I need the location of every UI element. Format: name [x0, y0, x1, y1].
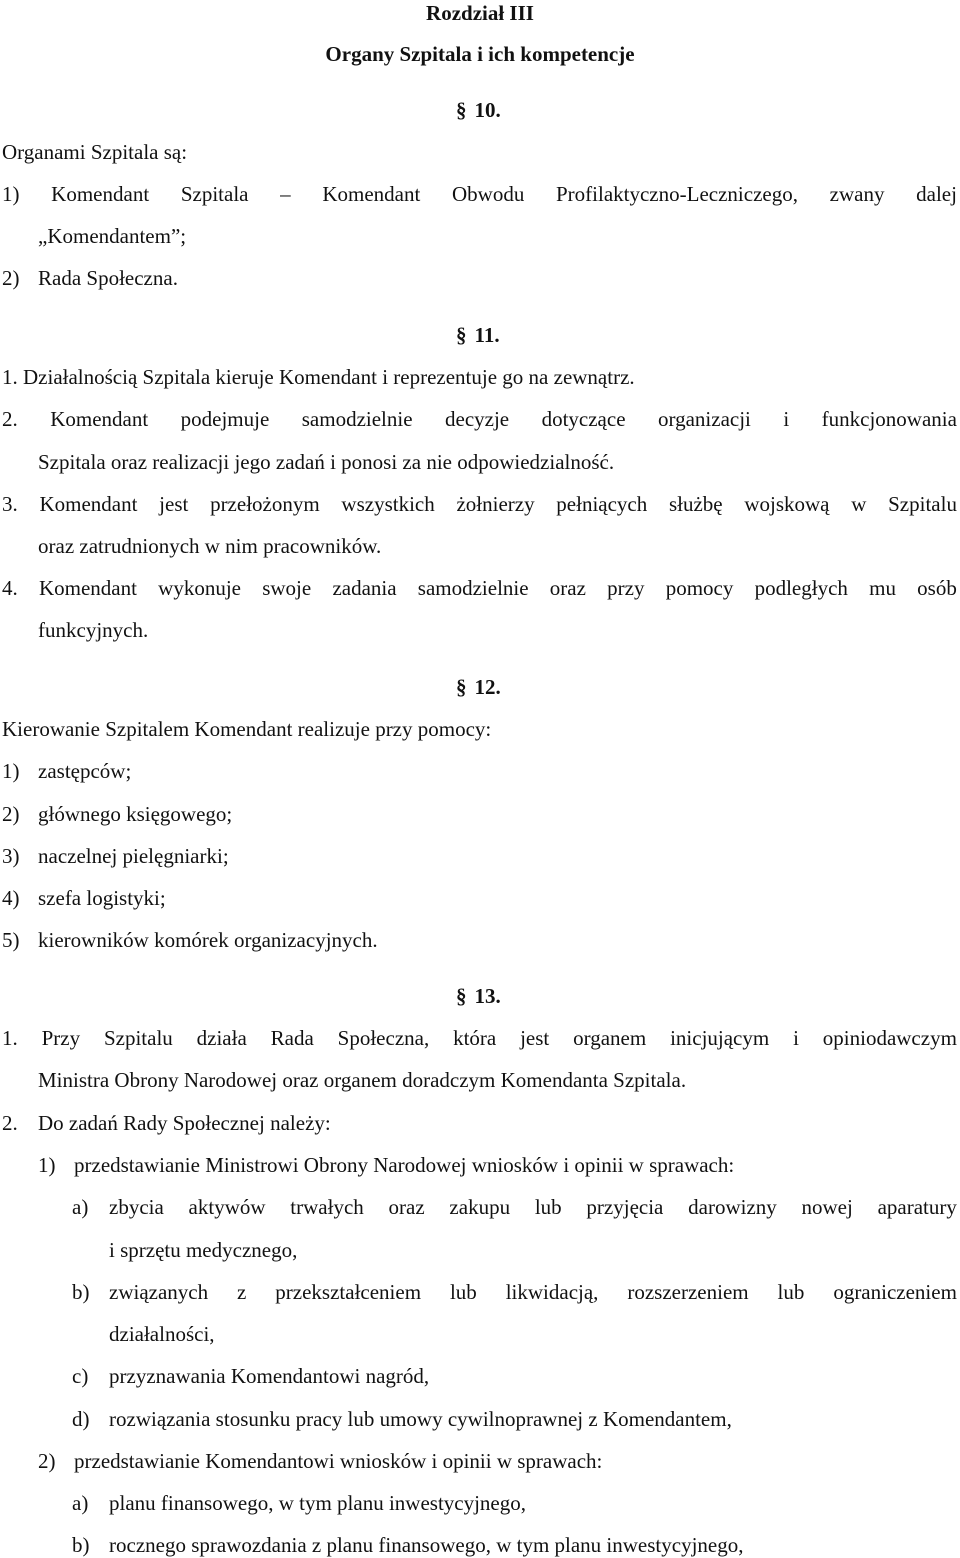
word: lub	[449, 1280, 477, 1304]
paragraph-13-point-1-cont: Ministra Obrony Narodowej oraz organem doradczym Komendanta Szpitala.	[38, 1068, 687, 1092]
list-text: głównego księgowego;	[38, 802, 233, 826]
paragraph-11-point-4-cont: funkcyjnych.	[38, 618, 149, 642]
paragraph-11-point-2-line	[2, 406, 957, 432]
sub-item-1	[38, 1152, 734, 1178]
paragraph-10-item-1-line	[2, 181, 957, 207]
word: podległych	[754, 576, 848, 600]
list-text: kierowników komórek organizacyjnych.	[38, 928, 378, 952]
word: Komendant	[322, 182, 421, 206]
word: samodzielnie	[301, 407, 413, 431]
word: służbę	[668, 492, 723, 516]
word: 2.	[2, 407, 18, 431]
list-item	[2, 758, 131, 784]
word: pełniących	[556, 492, 648, 516]
paragraph-10-heading	[456, 97, 501, 123]
word: osób	[917, 576, 957, 600]
list-number: 2)	[2, 266, 20, 290]
list-number: 4)	[2, 886, 20, 910]
paragraph-11-point-3-line	[2, 491, 957, 517]
word: aparatury	[877, 1195, 957, 1219]
word: aktywów	[188, 1195, 266, 1219]
paragraph-11-number: 11.	[474, 323, 500, 347]
paragraph-11-point-3-cont: oraz zatrudnionych w nim pracowników.	[38, 534, 382, 558]
list-letter: b)	[72, 1280, 90, 1304]
sub-item-1a-line	[72, 1194, 957, 1220]
word: ograniczeniem	[833, 1280, 957, 1304]
list-letter: b)	[72, 1533, 90, 1557]
word: 3.	[2, 492, 18, 516]
list-text: przyznawania Komendantowi nagród,	[109, 1364, 430, 1388]
sub-item-1c	[72, 1363, 429, 1389]
list-text: zastępców;	[38, 759, 132, 783]
word: zadania	[332, 576, 397, 600]
list-letter: a)	[72, 1491, 89, 1515]
word: darowizny	[688, 1195, 777, 1219]
word: wykonuje	[158, 576, 241, 600]
word: Szpitalu	[103, 1026, 173, 1050]
word: pomocy	[665, 576, 734, 600]
list-text: Rada Społeczna.	[38, 266, 178, 290]
section-sign-13: §	[456, 984, 467, 1008]
sub-item-2	[38, 1448, 602, 1474]
point-text: Do zadań Rady Społecznej należy:	[38, 1111, 331, 1135]
word: organizacji	[657, 407, 751, 431]
word: podejmuje	[180, 407, 270, 431]
word: 1.	[2, 1026, 18, 1050]
word: 1)	[2, 182, 20, 206]
sub-item-2b	[72, 1532, 743, 1558]
paragraph-13-point-2	[2, 1110, 331, 1136]
list-text: szefa logistyki;	[38, 886, 166, 910]
word: przy	[607, 576, 645, 600]
word: Komendant	[38, 576, 137, 600]
paragraph-12-number: 12.	[474, 675, 501, 699]
list-text: przedstawianie Ministrowi Obrony Narodowej wniosków i opinii w sprawach:	[74, 1153, 735, 1177]
sub-item-1d	[72, 1406, 732, 1432]
list-text: rocznego sprawozdania z planu finansowego, w tym planu inwestycyjnego,	[109, 1533, 744, 1557]
word: lub	[777, 1280, 805, 1304]
word: przełożonym	[210, 492, 320, 516]
word: inicjującym	[670, 1026, 770, 1050]
word: oraz	[549, 576, 586, 600]
word: funkcjonowania	[821, 407, 957, 431]
word: likwidacją,	[505, 1280, 599, 1304]
paragraph-10-item-2	[2, 265, 178, 291]
word: Komendant	[50, 407, 149, 431]
word: Przy	[41, 1026, 81, 1050]
word: –	[280, 182, 291, 206]
word: oraz	[388, 1195, 425, 1219]
word: organem	[573, 1026, 647, 1050]
chapter-number: Rozdział III	[426, 1, 534, 25]
word: nowej	[801, 1195, 853, 1219]
word: działa	[196, 1026, 247, 1050]
paragraph-13-heading	[456, 983, 501, 1009]
word: wojskową	[744, 492, 830, 516]
list-text: planu finansowego, w tym planu inwestycyjnego,	[109, 1491, 527, 1515]
list-number: 2)	[2, 802, 20, 826]
word: rozszerzeniem	[627, 1280, 749, 1304]
word: Szpitala	[180, 182, 249, 206]
word: zwany	[829, 182, 885, 206]
justified-text	[109, 1279, 957, 1305]
paragraph-11-point-1: 1. Działalnością Szpitala kieruje Komendant i reprezentuje go na zewnątrz.	[2, 365, 635, 389]
word: która	[453, 1026, 497, 1050]
word: jest	[520, 1026, 550, 1050]
list-letter: c)	[72, 1364, 89, 1388]
paragraph-11-point-2-cont: Szpitala oraz realizacji jego zadań i ponosi za nie odpowiedzialność.	[38, 450, 615, 474]
word: trwałych	[290, 1195, 364, 1219]
word: dotyczące	[541, 407, 626, 431]
word: związanych	[109, 1280, 209, 1304]
list-text: przedstawianie Komendantowi wniosków i opinii w sprawach:	[74, 1449, 603, 1473]
word: Rada	[270, 1026, 314, 1050]
word: swoje	[262, 576, 312, 600]
word: w	[851, 492, 867, 516]
list-number: 1)	[2, 759, 20, 783]
word: lub	[534, 1195, 562, 1219]
list-number: 5)	[2, 928, 20, 952]
list-item	[2, 801, 232, 827]
word: Komendant	[51, 182, 150, 206]
word: zakupu	[449, 1195, 511, 1219]
word: 4.	[2, 576, 18, 600]
word: i	[783, 407, 790, 431]
list-text: naczelnej pielęgniarki;	[38, 844, 229, 868]
word: Społeczna,	[337, 1026, 430, 1050]
paragraph-13-number: 13.	[474, 984, 501, 1008]
word: przyjęcia	[586, 1195, 664, 1219]
sub-item-2a	[72, 1490, 526, 1516]
word: jest	[159, 492, 189, 516]
list-text: rozwiązania stosunku pracy lub umowy cywilnoprawnej z Komendantem,	[109, 1407, 732, 1431]
list-letter: d)	[72, 1407, 90, 1431]
word: i	[793, 1026, 799, 1050]
word: Profilaktyczno-Leczniczego,	[556, 182, 798, 206]
section-sign-12: §	[456, 675, 467, 699]
point-number: 2.	[2, 1111, 18, 1135]
word: samodzielnie	[417, 576, 529, 600]
chapter-title: Organy Szpitala i ich kompetencje	[325, 42, 635, 66]
list-item	[2, 885, 166, 911]
word: przekształceniem	[275, 1280, 422, 1304]
word: Obwodu	[451, 182, 525, 206]
section-sign-10: §	[456, 98, 467, 122]
sub-item-1a-cont: i sprzętu medycznego,	[109, 1238, 298, 1262]
word: zbycia	[109, 1195, 164, 1219]
word: wszystkich	[341, 492, 435, 516]
list-number: 3)	[2, 844, 20, 868]
sub-item-1b-cont: działalności,	[109, 1322, 215, 1346]
paragraph-10-intro: Organami Szpitala są:	[2, 140, 188, 164]
word: Szpitalu	[888, 492, 957, 516]
word: decyzje	[445, 407, 510, 431]
list-item	[2, 843, 229, 869]
paragraph-12-intro: Kierowanie Szpitalem Komendant realizuje przy pomocy:	[2, 717, 492, 741]
list-letter: a)	[72, 1195, 89, 1219]
list-item	[2, 927, 378, 953]
word: żołnierzy	[456, 492, 535, 516]
word: Komendant	[39, 492, 138, 516]
word: dalej	[916, 182, 957, 206]
section-sign-11: §	[456, 323, 467, 347]
paragraph-13-point-1-line	[2, 1025, 957, 1051]
word: z	[237, 1280, 247, 1304]
paragraph-11-point-4-line	[2, 575, 957, 601]
word: opiniodawczym	[822, 1026, 957, 1050]
list-number: 2)	[38, 1449, 56, 1473]
paragraph-11-heading	[456, 322, 500, 348]
paragraph-10-item-1-cont: „Komendantem”;	[38, 224, 187, 248]
sub-item-1b-line	[72, 1279, 957, 1305]
justified-text	[109, 1194, 957, 1220]
paragraph-12-heading	[456, 674, 501, 700]
word: mu	[869, 576, 896, 600]
list-number: 1)	[38, 1153, 56, 1177]
paragraph-10-number: 10.	[474, 98, 501, 122]
